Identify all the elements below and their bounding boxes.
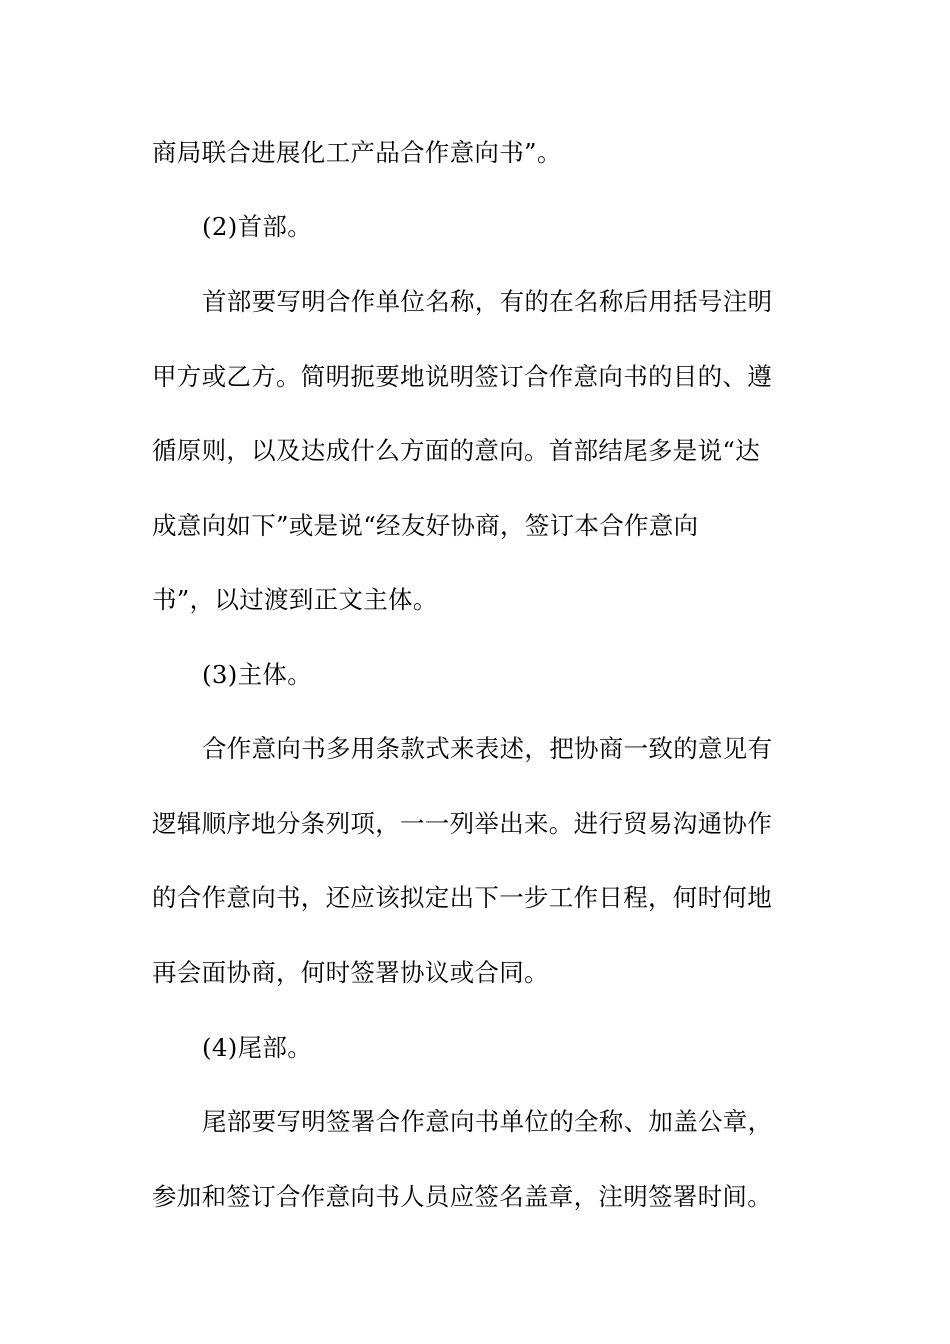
text-line-10: 逻辑顺序地分条列项，一一列举出来。进行贸易沟通协作 [152, 809, 772, 838]
text-line-11: 的合作意向书，还应该拟定出下一步工作日程，何时何地 [152, 883, 772, 912]
text-line-1: 商局联合进展化工产品合作意向书”。 [152, 138, 562, 167]
text-line-15: 参加和签订合作意向书人员应签名盖章，注明签署时间。 [152, 1182, 772, 1211]
section-heading-head: (2)首部。 [202, 212, 313, 241]
text-line-9: 合作意向书多用条款式来表述，把协商一致的意见有 [202, 734, 773, 763]
text-line-7: 书”，以过渡到正文主体。 [152, 585, 438, 614]
text-line-4: 甲方或乙方。简明扼要地说明签订合作意向书的目的、遵 [152, 362, 772, 391]
text-line-3: 首部要写明合作单位名称，有的在名称后用括号注明 [202, 287, 773, 316]
text-line-12: 再会面协商，何时签署协议或合同。 [152, 958, 549, 987]
section-heading-tail: (4)尾部。 [202, 1033, 313, 1062]
text-line-6: 成意向如下”或是说“经友好协商，签订本合作意向 [152, 511, 699, 540]
text-line-5: 循原则，以及达成什么方面的意向。首部结尾多是说“达 [152, 436, 761, 465]
section-heading-body: (3)主体。 [202, 660, 313, 689]
text-line-14: 尾部要写明签署合作意向书单位的全称、加盖公章， [202, 1107, 773, 1136]
